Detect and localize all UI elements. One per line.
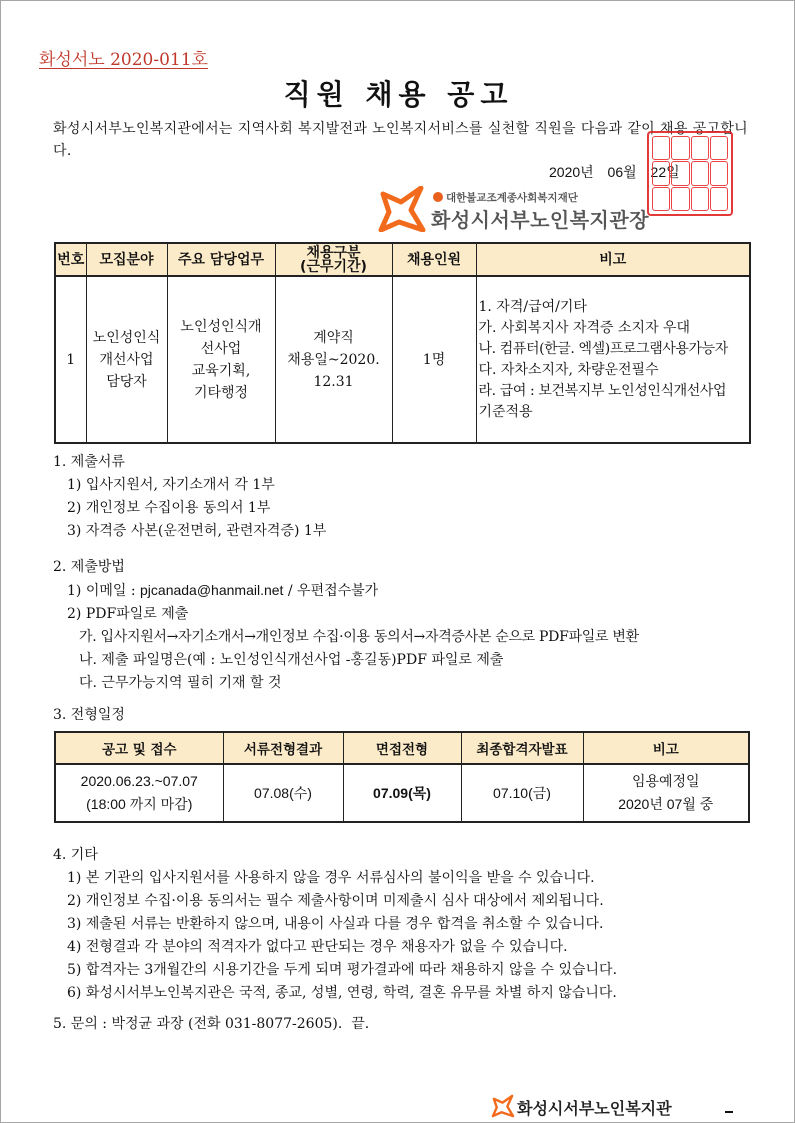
page-mark [725, 1111, 733, 1113]
type-line: 12.31 [313, 373, 354, 390]
section-schedule [53, 704, 125, 727]
cell-announce [55, 764, 223, 822]
remark-line: 1. 자격/급여/기타 [478, 298, 587, 315]
note-line: 임용예정일 [631, 773, 700, 789]
header-remarks: 비고 [476, 243, 750, 276]
star-logo-icon [377, 186, 427, 232]
schedule-table [54, 731, 750, 823]
header-note: 비고 [583, 732, 749, 764]
header-count: 채용인원 [392, 243, 476, 276]
star-logo-icon [491, 1094, 515, 1118]
sub-list-item: 나. 제출 파일명은(예 : 노인성인식개선사업 -홍길동)PDF 파일로 제출 [79, 652, 504, 668]
email-link[interactable]: pjcanada@hanmail.net [140, 582, 284, 598]
header-announce: 공고 및 접수 [55, 732, 223, 764]
remark-line: 가. 사회복지사 자격증 소지자 우대 [478, 319, 691, 336]
list-item: 2) 개인정보 수집이용 동의서 1부 [67, 500, 271, 516]
cell-count: 1명 [392, 276, 476, 443]
intro-paragraph: 화성시서부노인복지관에서는 지역사회 복지발전과 노인복지서비스를 실천할 직원을 다음과 같이 채용 공고합니다. [53, 121, 748, 159]
duties-line: 교육기획, [191, 362, 251, 379]
field-line: 개선사업 [99, 351, 154, 368]
header-interview: 면접전형 [343, 732, 461, 764]
email-note: / 우편접수불가 [283, 583, 379, 599]
foundation-name [433, 190, 578, 205]
announcement-date: 2020년 06월 22일 [549, 164, 680, 180]
table-header-row [55, 732, 749, 764]
cell-field [86, 276, 167, 443]
type-line: 계약직 [313, 329, 354, 346]
section-title: 3. 전형일정 [53, 707, 125, 723]
list-item: 3) 제출된 서류는 반환하지 않으며, 내용이 사실과 다를 경우 합격을 취소할 수 있습니다. [67, 916, 604, 932]
sub-list-item: 가. 입사지원서→자기소개서→개인정보 수집·이용 동의서→자격증사본 순으로 PDF파일로 변환 [79, 629, 639, 645]
recruitment-table [54, 242, 751, 444]
duties-line: 노인성인식개 [180, 318, 262, 335]
table-row [55, 276, 750, 443]
cell-remarks [476, 276, 750, 443]
list-item: 2) PDF파일로 제출 [67, 606, 189, 622]
header-employment-type [275, 243, 392, 276]
footer-org-name: 화성시서부노인복지관 [517, 1099, 672, 1118]
type-line: 채용일~2020. [287, 351, 380, 368]
remark-line: 나. 컴퓨터(한글. 엑셀)프로그램사용가능자 [478, 340, 728, 357]
header-doc-result: 서류전형결과 [223, 732, 343, 764]
table-row [55, 764, 749, 822]
cell-number: 1 [55, 276, 86, 443]
section-title: 2. 제출방법 [53, 559, 125, 575]
organization-name: 화성시서부노인복지관장 [431, 208, 650, 232]
remark-line: 다. 자차소지자, 차량운전필수 [478, 361, 659, 378]
header-final: 최종합격자발표 [461, 732, 583, 764]
header-type-line1: 채용구분 [306, 244, 361, 261]
dharma-wheel-icon [433, 192, 443, 202]
list-item: 5) 합격자는 3개월간의 시용기간을 두게 되며 평가결과에 따라 채용하지 않을 수 있습니다. [67, 962, 618, 978]
duties-line: 기타행정 [193, 384, 249, 401]
list-item: 6) 화성시서부노인복지관은 국적, 종교, 성별, 연령, 학력, 결혼 유무를 차별 하지 않습니다. [67, 985, 617, 1001]
cell-duties [167, 276, 275, 443]
field-line: 담당자 [106, 373, 147, 390]
field-line: 노인성인식 [92, 329, 161, 346]
header-duties: 주요 담당업무 [167, 243, 275, 276]
table-header-row [55, 243, 750, 276]
cell-doc-result: 07.08(수) [223, 764, 343, 822]
official-seal-icon [647, 131, 733, 216]
cell-interview: 07.09(목) [343, 764, 461, 822]
sub-list-item: 다. 근무가능지역 필히 기재 할 것 [79, 675, 282, 691]
section-inquiry: 5. 문의 : 박정균 과장 (전화 031-8077-2605). 끝. [53, 1016, 370, 1032]
list-item: 2) 개인정보 수집·이용 동의서는 필수 제출사항이며 미제출시 심사 대상에서 제외됩니다. [67, 893, 604, 909]
page-title: 직원 채용 공고 [283, 78, 514, 111]
header-field: 모집분야 [86, 243, 167, 276]
cell-final: 07.10(금) [461, 764, 583, 822]
section-title: 4. 기타 [53, 847, 98, 863]
list-item: 4) 전형결과 각 분야의 적격자가 없다고 판단되는 경우 채용자가 없을 수 있습니다. [67, 939, 568, 955]
foundation-label: 대한불교조계종사회복지재단 [446, 192, 578, 204]
list-item: 1) 본 기관의 입사지원서를 사용하지 않을 경우 서류심사의 불이익을 받을 수 있습니다. [67, 870, 595, 886]
section-other [53, 844, 617, 1005]
announce-period: 2020.06.23.~07.07 [80, 773, 198, 789]
organization-logo [377, 186, 677, 232]
list-item: 3) 자격증 사본(운전면허, 관련자격증) 1부 [67, 523, 327, 539]
announce-deadline: (18:00 까지 마감) [86, 796, 193, 812]
cell-note [583, 764, 749, 822]
section-title: 1. 제출서류 [53, 454, 125, 470]
document-number: 화성서노 2020-011호 [39, 50, 208, 70]
email-label: 1) 이메일 : [67, 583, 141, 599]
header-number: 번호 [55, 243, 86, 276]
cell-employment-type [275, 276, 392, 443]
remark-line: 기준적용 [478, 403, 533, 420]
header-type-line2: (근무기간) [300, 258, 367, 275]
section-documents [53, 451, 326, 543]
section-submission [53, 556, 639, 695]
list-item-email [53, 579, 639, 603]
list-item: 1) 입사지원서, 자기소개서 각 1부 [67, 477, 275, 493]
duties-line: 선사업 [200, 340, 242, 357]
note-line: 2020년 07월 중 [618, 796, 714, 812]
remark-line: 라. 급여 : 보건복지부 노인성인식개선사업 [478, 382, 727, 399]
